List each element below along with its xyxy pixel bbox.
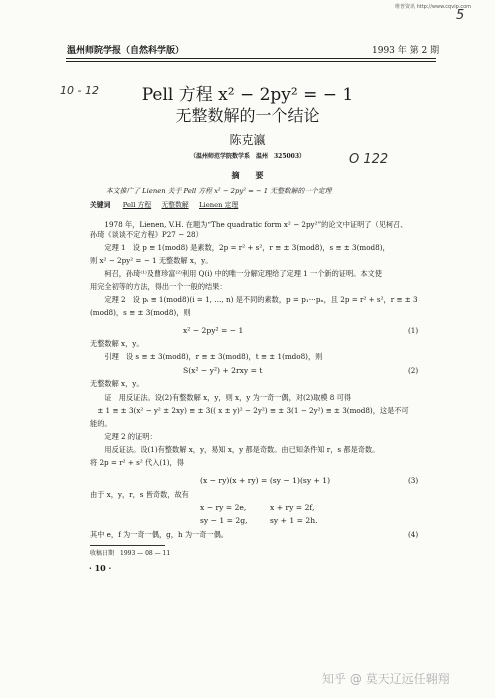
abstract-heading: 摘 要	[231, 171, 264, 180]
equation-4-number: (4)	[408, 530, 419, 539]
equation-1: x² − 2py² = − 1	[183, 326, 244, 335]
equation-1-number: (1)	[408, 326, 419, 335]
body-line: 定理 2 设 pᵢ ≡ 1(mod8)(i = 1, …, n) 是不同的素数，p = p₁⋯pₙ，且 2p = r² + s²，r ≡ ± 3	[90, 295, 418, 304]
body-line: 则 x² − 2py² = − 1 无整数解 x，y。	[90, 256, 213, 265]
body-line: 其中 e，f 为一奇一偶，g，h 为一奇一偶。	[90, 530, 228, 539]
received-date: 收稿日期 1993 — 08 — 11	[90, 550, 171, 557]
proof-line: 将 2p = r² + s² 代入(1)，得	[90, 458, 184, 467]
proof-line: 能的。	[90, 419, 112, 428]
body-text	[90, 220, 418, 318]
handwritten-right-note: O 122	[349, 152, 389, 167]
abstract-text: 本文推广了 Lienen 关于 Pell 方程 x² − 2py² = − 1 无整数解的一个定理	[106, 187, 332, 195]
paper-title-line2: 无整数解的一个结论	[175, 106, 320, 125]
paper-title-line1: Pell 方程 x² − 2py² = − 1	[141, 85, 354, 105]
handwritten-left-note: 10 - 12	[60, 84, 99, 97]
equation-pair-left: sy − 1 = 2g,	[200, 516, 248, 525]
footnote-rule	[90, 545, 165, 546]
source-stamp: 维普资讯 http://www.cqvip.com	[395, 4, 472, 10]
body-line: (mod8)，s ≡ ± 3(mod8)，则	[90, 308, 191, 317]
proof-line: 用反证法。设(1)有整数解 x，y，易知 x，y 都是奇数。由已知条件知 r，s 都是奇数。	[90, 445, 380, 454]
body-line: 用完全初等的方法，得出一个一般的结果：	[90, 282, 227, 291]
header-rule-thin	[66, 61, 436, 62]
zhihu-watermark: 知乎 @ 莫天辽远任翱翔	[322, 672, 450, 686]
equation-2-number: (2)	[408, 366, 419, 375]
equation-3: (x − ry)(x + ry) = (sy − 1)(sy + 1)	[200, 476, 331, 485]
body-line: 柯召，孙琦⁽¹⁾及曹珍富⁽²⁾利用 Q(i) 中的唯一分解定理给了定理 1 一个新的证明。本文使	[90, 269, 382, 278]
journal-name: 温州师院学报（自然科学版）	[67, 46, 185, 56]
proof-text	[90, 393, 409, 468]
equation-3-number: (3)	[408, 476, 419, 485]
equation-pair-right: sy + 1 = 2h.	[270, 516, 318, 525]
equation-pair-left: x − ry = 2e,	[200, 503, 247, 512]
header-rule	[66, 58, 436, 59]
proof-line: ± 1 ≡ ± 3(x² − y² ± 2xy) ≡ ± 3(( x ± y)² − 2y²) ≡ ± 3(1 − 2y²) ≡ ± 3(mod8)，这是不可	[90, 406, 409, 415]
body-line: 由于 x，y，r，s 皆奇数，故有	[90, 490, 189, 499]
keywords-label: 关键词	[90, 201, 111, 209]
body-line: 孙琦《谈谈不定方程》P27 − 28）	[90, 230, 203, 239]
affiliation: （温州师范学院数学系 温州 325003）	[189, 153, 306, 160]
proof-line: 证 用反证法。设(2)有整数解 x，y，则 x，y 为一奇一偶，对(2)取模 8 可得	[90, 393, 352, 402]
handwritten-page-mark: 5	[456, 8, 465, 23]
body-line: 1978 年，Lienen, V.H. 在题为“The quadratic form x² − 2py²”的论文中证明了（见柯召、	[90, 220, 408, 229]
keyword-item: Lienen 定理	[199, 201, 239, 209]
equation-2: S(x² − y²) + 2rxy = t	[183, 366, 263, 375]
page-number: · 10 ·	[89, 563, 112, 573]
journal-issue: 1993 年 第 2 期	[372, 46, 440, 56]
keywords	[90, 199, 238, 209]
proof-line: 定理 2 的证明：	[90, 432, 157, 441]
author-name: 陈克瀛	[229, 133, 266, 147]
equation-pair-right: x + ry = 2f,	[270, 503, 315, 512]
body-line: 定理 1 设 p ≡ 1(mod8) 是素数，2p = r² + s²，r ≡ ± 3(mod8)，s ≡ ± 3(mod8)，	[90, 243, 390, 252]
body-line: 无整数解 x，y。	[90, 379, 144, 388]
lemma-statement: 引理 设 s ≡ ± 3(mod8)，r ≡ ± 3(mod8)，t ≡ ± 1(mdo8)，则	[90, 352, 323, 361]
keyword-item: Pell 方程	[122, 201, 152, 209]
keyword-item: 无整数解	[161, 201, 189, 209]
body-line: 无整数解 x，y。	[90, 339, 144, 348]
